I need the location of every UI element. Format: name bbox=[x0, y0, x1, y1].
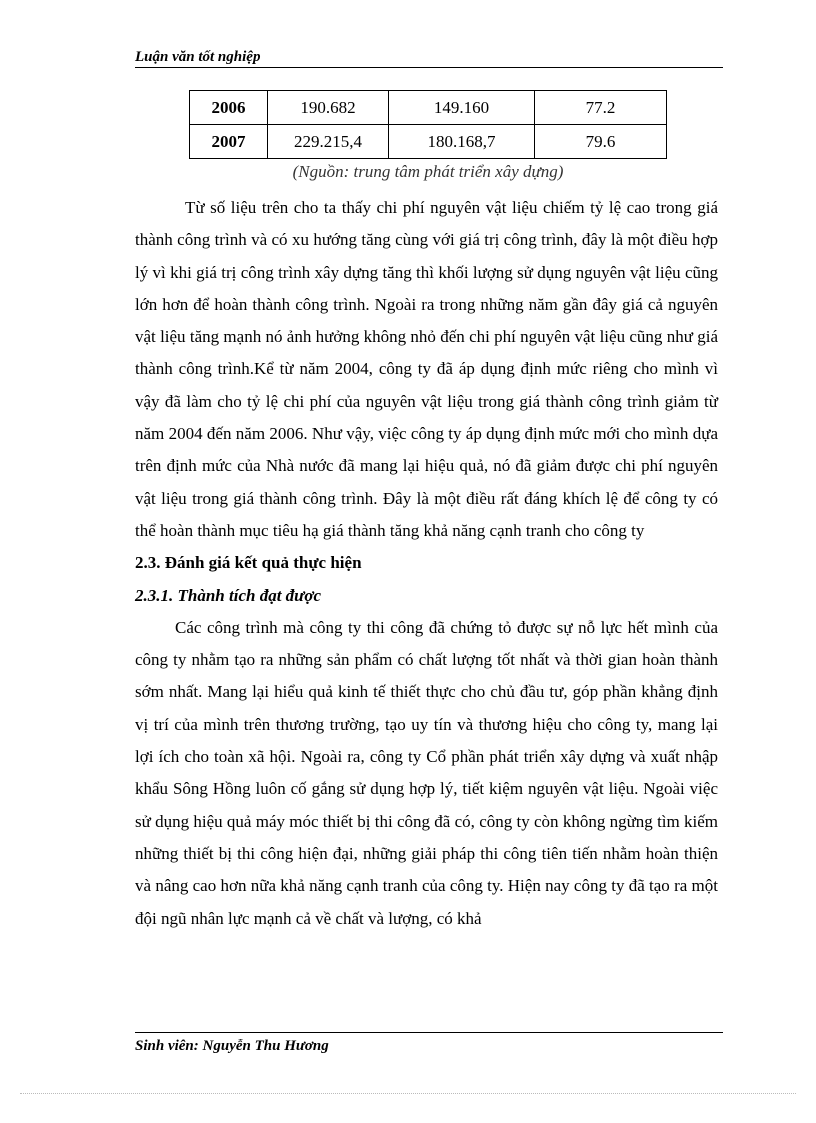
document-body bbox=[135, 192, 718, 935]
table-cell-year: 2007 bbox=[190, 125, 268, 159]
table-row bbox=[190, 91, 667, 125]
table-row bbox=[190, 125, 667, 159]
table-cell-ratio: 79.6 bbox=[535, 125, 667, 159]
thesis-title: Luận văn tốt nghiệp bbox=[135, 49, 261, 65]
table-cell-value1: 229.215,4 bbox=[268, 125, 389, 159]
table-cell-ratio: 77.2 bbox=[535, 91, 667, 125]
subsection-heading: 2.3.1. Thành tích đạt được bbox=[135, 585, 322, 605]
author-name: Sinh viên: Nguyễn Thu Hương bbox=[135, 1038, 329, 1054]
footer-divider bbox=[135, 1032, 723, 1033]
paragraph: Các công trình mà công ty thi công đã chứng tỏ được sự nỗ lực hết mình của công ty nhằm tạo ra những sản phẩm có chất lượng tốt nhất và thời gian hoàn thành sớm nhất. Mang lại hiểu quả kinh tế thiết thực cho chủ đầu tư, góp phần khẳng định vị trí của mình trên thương trường, tạo uy tín và thương hiệu cho công ty, mang lại lợi ích cho toàn xã hội. Ngoài ra, công ty Cổ phần phát triển xây dựng và xuất nhập khẩu Sông Hồng luôn cố gắng sử dụng hợp lý, tiết kiệm nguyên vật liệu. Ngoài việc sử dụng hiệu quả máy móc thiết bị thi công đã có, công ty còn không ngừng tìm kiếm những thiết bị thi công hiện đại, những giải pháp thi công tiên tiến nhằm hoàn thiện và nâng cao hơn nữa khả năng cạnh tranh của công ty. Hiện nay công ty đã tạo ra một đội ngũ nhân lực mạnh cả về chất và lượng, có khả bbox=[135, 617, 718, 928]
table-source: (Nguồn: trung tâm phát triển xây dựng) bbox=[292, 162, 564, 181]
page-header bbox=[135, 48, 723, 68]
table-cell-value1: 190.682 bbox=[268, 91, 389, 125]
table-cell-value2: 149.160 bbox=[389, 91, 535, 125]
paragraph: Từ số liệu trên cho ta thấy chi phí nguyên vật liệu chiếm tỷ lệ cao trong giá thành công trình và có xu hướng tăng cùng với giá trị công trình, đây là một điều hợp lý vì khi giá trị công trình xây dựng tăng thì khối lượng sử dụng nguyên vật liệu cũng lớn hơn để hoàn thành công trình. Ngoài ra trong những năm gần đây giá cả nguyên vật liệu tăng mạnh nó ảnh hưởng không nhỏ đến chi phí nguyên vật liệu cũng như giá thành công trình.Kể từ năm 2004, công ty đã áp dụng định mức riêng cho mình vì vậy đã làm cho tỷ lệ chi phí của nguyên vật liệu trong giá thành công trình giảm từ năm 2004 đến năm 2006. Như vậy, việc công ty áp dụng định mức mới cho mình dựa trên định mức của Nhà nước đã mang lại hiệu quả, nó đã giảm được chi phí nguyên vật liệu trong giá thành công trình. Đây là một điều rất đáng khích lệ để công ty có thể hoàn thành mục tiêu hạ giá thành tăng khả năng cạnh tranh cho công ty bbox=[135, 198, 718, 540]
page-footer bbox=[135, 1036, 329, 1056]
table-cell-value2: 180.168,7 bbox=[389, 125, 535, 159]
table-cell-year: 2006 bbox=[190, 91, 268, 125]
data-table bbox=[189, 90, 667, 159]
section-heading: 2.3. Đánh giá kết quả thực hiện bbox=[135, 553, 362, 573]
page-bottom-border bbox=[20, 1093, 796, 1094]
